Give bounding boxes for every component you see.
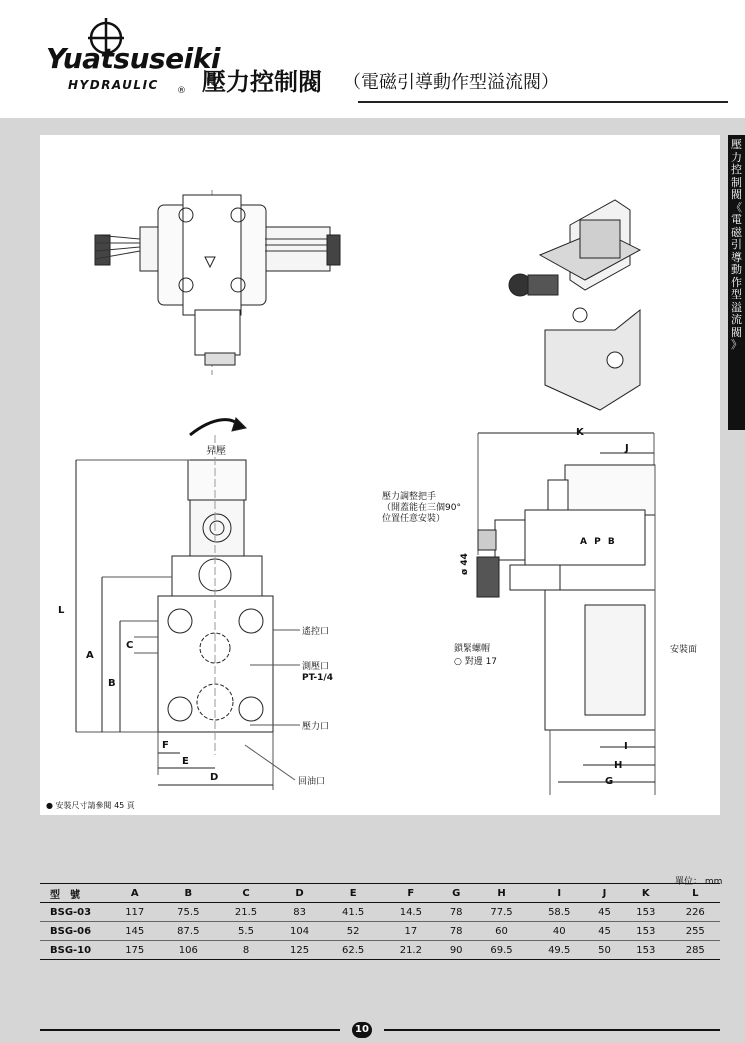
- side-view-drawing: [477, 433, 655, 795]
- dimension-cell: 21.2: [399, 944, 422, 956]
- dimension-cell: 21.5: [234, 906, 258, 918]
- side-tab-char: 動: [731, 263, 742, 276]
- page-header: [0, 0, 745, 118]
- side-tab: [728, 135, 745, 430]
- side-tab-char: 壓: [731, 138, 742, 151]
- dimension-cell: 78: [449, 925, 463, 937]
- handle-label-line1: 壓力調整把手: [382, 492, 437, 502]
- dim-label-E: E: [182, 756, 189, 767]
- dimension-cell: 145: [125, 925, 145, 937]
- side-tab-char: 作: [731, 275, 742, 289]
- dim-label-F: F: [162, 740, 169, 751]
- model-cell: BSG-03: [50, 906, 92, 918]
- dimension-cell: 87.5: [177, 925, 200, 937]
- dim-label-A: A: [86, 650, 94, 661]
- installation-note: ● 安裝尺寸請參閱 45 頁: [46, 801, 135, 810]
- dimension-cell: 153: [636, 925, 656, 937]
- dimension-cell: 153: [636, 906, 656, 918]
- diameter-label: ø 44: [460, 553, 470, 575]
- remote-port-label: 遙控口: [302, 627, 330, 637]
- dimension-cell: 175: [125, 944, 145, 956]
- side-tab-char: 溢: [731, 300, 742, 314]
- handle-label-line2: （開蓋能在三個90°: [382, 503, 461, 513]
- brand-subtitle: HYDRAULIC: [68, 78, 159, 92]
- side-tab-char: 制: [731, 175, 742, 189]
- brand-name: Yuatsuseiki: [46, 42, 220, 75]
- gauge-port-label: 測壓口: [302, 662, 330, 672]
- table-header-row: [40, 884, 720, 903]
- table-row: [40, 941, 720, 960]
- dimension-cell: 255: [685, 925, 705, 937]
- dim-label-I: I: [624, 741, 628, 752]
- dimension-cell: 153: [636, 944, 656, 956]
- dim-label-D: D: [210, 772, 219, 783]
- table-row: [40, 903, 720, 922]
- dimension-cell: 45: [598, 925, 611, 937]
- dimension-cell: 75.5: [177, 906, 200, 918]
- dim-label-G: G: [605, 776, 614, 787]
- pressure-port-label: 壓力口: [302, 722, 330, 732]
- dimension-cell: 83: [293, 906, 306, 918]
- table-header-cell: I: [557, 887, 562, 899]
- product-illustration: [509, 200, 640, 410]
- dimension-cell: 5.5: [238, 925, 254, 937]
- side-tab-char: 閥: [731, 325, 742, 339]
- table-header-cell: C: [242, 887, 250, 899]
- side-tab-char: 《: [731, 200, 742, 214]
- side-tab-char: 磁: [731, 225, 742, 239]
- table-header-cell: L: [692, 887, 699, 899]
- dim-label-B: B: [108, 678, 116, 689]
- lock-nut-label: 鎖緊螺帽: [454, 644, 491, 654]
- dimension-cell: 49.5: [548, 944, 571, 956]
- table-header-cell: E: [349, 887, 357, 899]
- dim-label-L: L: [58, 605, 65, 616]
- apb-label: A P B: [580, 537, 617, 547]
- dimension-cell: 117: [125, 906, 145, 918]
- table-row: [40, 922, 720, 941]
- footer-rule-right: [384, 1029, 720, 1031]
- page-subtitle: （電磁引導動作型溢流閥）: [343, 72, 559, 93]
- dimension-cell: 69.5: [490, 944, 513, 956]
- gauge-thread-label: PT-1/4: [302, 673, 333, 683]
- side-tab-char: 型: [731, 288, 742, 301]
- table-header-cell: B: [184, 887, 193, 899]
- dimension-cell: 60: [495, 925, 508, 937]
- dim-label-J: J: [625, 443, 629, 454]
- table-header-cell: D: [295, 887, 304, 899]
- dimension-cell: 62.5: [342, 944, 365, 956]
- header-rule: [358, 101, 728, 103]
- dimension-cell: 90: [449, 944, 463, 956]
- front-view-drawing: [76, 418, 300, 790]
- handle-label-line3: 位置任意安裝）: [382, 514, 446, 524]
- unit-label: 單位： mm: [675, 877, 723, 887]
- dimension-table: [40, 883, 720, 960]
- dimension-cell: 78: [449, 906, 463, 918]
- dimension-cell: 41.5: [342, 906, 365, 918]
- page-title: 壓力控制閥: [202, 68, 322, 96]
- dimension-cell: 104: [290, 925, 310, 937]
- return-port-label: 回油口: [298, 777, 326, 787]
- across-flats-label: ○ 對邊 17: [454, 657, 498, 667]
- dimension-cell: 14.5: [399, 906, 422, 918]
- table-header-cell: 型 號: [50, 889, 80, 901]
- dimension-cell: 52: [346, 925, 360, 937]
- side-tab-char: 》: [731, 338, 742, 351]
- side-tab-char: 閥: [731, 188, 742, 201]
- table-header-cell: K: [641, 887, 650, 899]
- registered-mark: ®: [177, 86, 186, 96]
- drawing-panel: [40, 135, 720, 815]
- page-number: 10: [352, 1022, 372, 1038]
- dimension-cell: 285: [685, 944, 705, 956]
- dimension-cell: 77.5: [490, 906, 513, 918]
- side-tab-char: 電: [731, 213, 742, 226]
- dimension-cell: 106: [178, 944, 198, 956]
- dim-label-C: C: [126, 640, 134, 651]
- table-header-cell: J: [602, 887, 607, 899]
- technical-drawing: [40, 135, 720, 815]
- dimension-cell: 17: [404, 925, 418, 937]
- side-tab-char: 力: [731, 150, 742, 164]
- dimension-cell: 58.5: [548, 906, 571, 918]
- side-tab-char: 引: [731, 238, 742, 251]
- dimension-cell: 226: [685, 906, 705, 918]
- table-header-cell: H: [497, 887, 506, 899]
- dimension-cell: 40: [552, 925, 566, 937]
- dimension-cell: 45: [598, 906, 611, 918]
- dim-label-H: H: [614, 760, 623, 771]
- table-header-cell: A: [130, 887, 139, 899]
- table-header-cell: G: [452, 887, 461, 899]
- model-cell: BSG-10: [50, 944, 92, 956]
- model-cell: BSG-06: [50, 925, 92, 937]
- side-tab-char: 導: [731, 250, 742, 264]
- footer-rule-left: [40, 1029, 340, 1031]
- dimension-cell: 8: [242, 944, 250, 956]
- mount-face-label: 安裝面: [670, 645, 698, 655]
- dim-label-K: K: [576, 427, 584, 438]
- raise-pressure-label: 昇壓: [206, 446, 226, 457]
- side-tab-char: 流: [731, 313, 742, 326]
- side-tab-char: 控: [731, 163, 742, 176]
- dimension-cell: 125: [290, 944, 310, 956]
- top-view-drawing: [95, 190, 340, 375]
- table-header-cell: F: [407, 887, 415, 899]
- dimension-cell: 50: [598, 944, 611, 956]
